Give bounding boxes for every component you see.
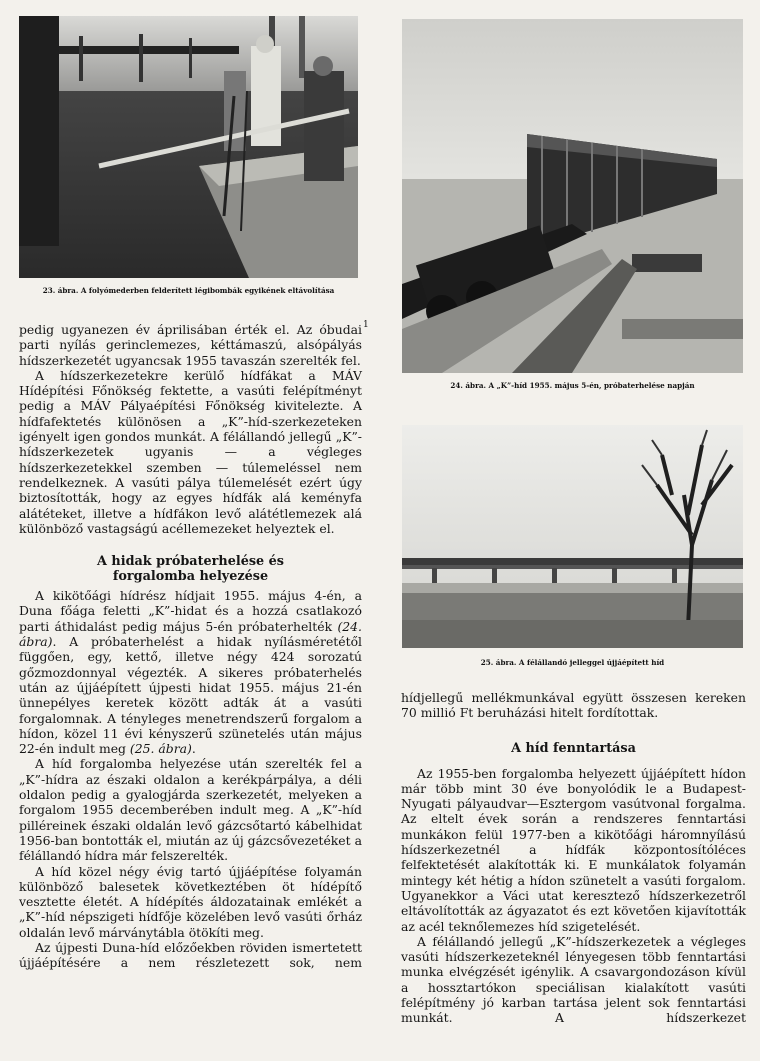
figure-25-photo bbox=[402, 425, 743, 648]
right-paragraph-2: Az 1955-ben forgalomba helyezett újjáépített hídon már több mint 30 éve bonyolódik le a Budapest-Nyugati pályaudvar—Esztergom vasútvonal forgalma. Az eltelt évek során a rendszeres fenntartási munkákon felül 1977-ben a kikötőági háromnyílású hídszerkezetnél a hídfák központosítóléces felfektetését alakították ki. E munkálatok folyamán mintegy két hétig a hídon szünetelt a vasúti forgalom. Ugyanekkor a Váci utat keresztező hídszerkezetről eltávolították az ágyazatot és ezt követően kijavították az acél teknőlemezes híd szigetelését. bbox=[401, 765, 746, 934]
left-paragraph-2: A hídszerkezetekre kerülő hídfákat a MÁV Hídépítési Főnökség fektette, a vasúti felépítményt pedig a MÁV Pályaépítési Főnökség kivitelezte. A hídfafektetés különösen a „K”-híd-szerkezeteken igényelt igen gondos munkát. A félállandó jellegű „K”-hídszerkezetek ugyanis — a végleges hídszerkezetekkel szemben — túlemeléssel nem rendelkeznek. A vasúti pálya túlemelését ezért úgy biztosították, hogy az egyes hídfák alá keményfa alátéteket, illetve a hídfákon levő alátétlemezek alá különböző vastagságú acéllemezeket helyeztek el. bbox=[19, 367, 362, 536]
figure-24-caption: 24. ábra. A „K”-híd 1955. május 5-én, próbaterhelése napján bbox=[450, 381, 695, 390]
margin-mark: 1 bbox=[363, 320, 369, 330]
left-paragraph-5: A híd közel négy évig tartó újjáépítése folyamán különböző balesetek következtében öt hídépítő vesztette életét. A hídépítés áldozatainak emlékét a „K”-híd népszigeti hídfője közelében levő vasúti őrház oldalán levő márványtábla ötökíti meg. bbox=[19, 863, 362, 940]
right-column bbox=[401, 690, 746, 1026]
left-paragraph-4: A híd forgalomba helyezése után szerelték fel a „K”-hídra az északi oldalon a kerékpárpálya, a déli oldalon pedig a gyalogjárda szerkezetét, melyeken a forgalom 1955 decemberében indult meg. A „K”-híd pilléreinek északi oldalán levő gázcsőtartó kábelhidat 1956-ban bontották el, miután az új gázcsővezetéket a félállandó hídra már felszerelték. bbox=[19, 756, 362, 864]
figure-23-caption: 23. ábra. A folyómederben felderített légibombák egyikének eltávolítása bbox=[42, 286, 335, 295]
section-heading-maintenance: A híd fenntartása bbox=[511, 740, 636, 756]
left-paragraph-3-part-c: . bbox=[191, 741, 196, 757]
left-paragraph-3-part-b: . A próbaterhelést a hidak nyílásméretétől függően, egy, kettő, illetve négy 424 sorozatú gőzmozdonnyal végezték. A sikeres próbaterhelés után az újjáépített újpesti hidat 1955. május 21-én ünnepélyes keretek között adták át a vasúti forgalomnak. A tényleges menetrendszerű forgalom a hídon, közel 11 évi kényszerű szünetelés után május 22-én indult meg bbox=[19, 634, 362, 757]
figure-24-reference: (24. ábra) bbox=[19, 618, 362, 650]
left-paragraph-3-part-a: A kikötőági hídrész hídjait 1955. május 4-én, a Duna főága feletti „K”-hidat és a hozzá csatlakozó parti áthidalást pedig május 5-én próbaterhelték bbox=[19, 588, 362, 634]
right-paragraph-3: A félállandó jellegű „K”-hídszerkezetek a végleges vasúti hídszerkezeteknél lényegesen több fenntartási munka elvégzését igénylik. A csavargondozáson kívül a hossztartókon speciálisan kialakított vasúti felépítmény jó karban tartása jelent sok fenntartási munkát. A hídszerkezet bbox=[401, 933, 746, 1026]
right-paragraph-1: hídjellegű mellékmunkával együtt összesen kereken 70 millió Ft beruházási hitelt fordítottak. bbox=[401, 690, 746, 721]
left-paragraph-6: Az újpesti Duna-híd előzőekben röviden ismertetett újjáépítésére a nem részletezett sok, nem bbox=[19, 939, 362, 971]
section-heading-load-test-line-1: A hidak próbaterhelése és bbox=[97, 554, 284, 570]
left-paragraph-3 bbox=[19, 588, 362, 756]
left-column bbox=[19, 322, 362, 971]
figure-24-photo bbox=[402, 19, 743, 373]
figure-25-reference: (25. ábra) bbox=[129, 741, 192, 757]
figure-25-caption: 25. ábra. A félállandó jelleggel újjáépített híd bbox=[480, 658, 665, 667]
section-heading-load-test-line-2: forgalomba helyezése bbox=[112, 569, 269, 585]
figure-23-photo bbox=[19, 16, 358, 278]
left-paragraph-1: pedig ugyanezen év áprilisában érték el. Az óbudai parti nyílás gerinclemezes, kéttámaszú, alsópályás hídszerkezetét ugyancsak 1955 tavaszán szerelték fel. bbox=[19, 322, 362, 368]
